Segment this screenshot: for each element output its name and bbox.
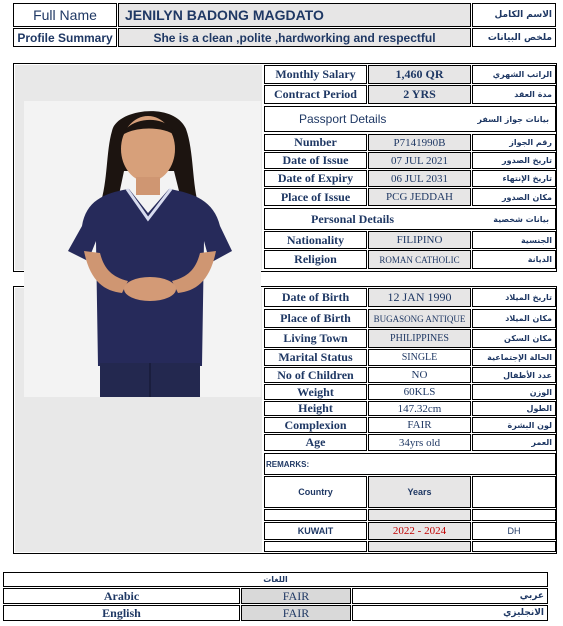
person-photo-icon	[24, 101, 261, 397]
remarks-label: REMARKS:	[264, 453, 556, 475]
contract-period-label: Contract Period	[264, 85, 367, 104]
age-label: Age	[264, 434, 367, 451]
marital-status-value: SINGLE	[368, 349, 471, 366]
remarks-footer-2	[368, 541, 471, 552]
religion-value: ROMAN CATHOLIC	[368, 250, 471, 269]
language-ar-arabic: عربي	[352, 588, 548, 604]
candidate-photo	[24, 101, 261, 397]
passport-number-label: Number	[264, 134, 367, 151]
remarks-footer-3	[472, 541, 556, 552]
passport-number-ar: رقم الجواز	[472, 134, 556, 151]
religion-ar: الديانة	[472, 250, 556, 269]
place-of-birth-label: Place of Birth	[264, 309, 367, 328]
full-name-ar: الاسم الكامل	[472, 3, 556, 27]
language-name-english: English	[3, 605, 240, 621]
language-level-arabic: FAIR	[241, 588, 351, 604]
children-label: No of Children	[264, 367, 367, 383]
personal-title-ar: بيانات شخصية	[493, 214, 549, 224]
date-of-expiry-label: Date of Expiry	[264, 170, 367, 187]
personal-title-row	[264, 208, 556, 230]
passport-title-ar: بيانات جواز السفر	[477, 114, 549, 124]
weight-ar: الوزن	[472, 384, 556, 400]
place-of-issue-label: Place of Issue	[264, 188, 367, 206]
nationality-label: Nationality	[264, 231, 367, 249]
nationality-value: FILIPINO	[368, 231, 471, 249]
nationality-ar: الجنسية	[472, 231, 556, 249]
date-of-birth-value: 12 JAN 1990	[368, 288, 471, 307]
height-value: 147.32cm	[368, 401, 471, 416]
languages-title: اللغات	[3, 572, 548, 587]
living-town-label: Living Town	[264, 329, 367, 348]
place-of-issue-ar: مكان الصدور	[472, 188, 556, 206]
monthly-salary-label: Monthly Salary	[264, 65, 367, 84]
date-of-expiry-ar: تاريخ الإنتهاء	[472, 170, 556, 187]
place-of-issue-value: PCG JEDDAH	[368, 188, 471, 206]
children-ar: عدد الأطفال	[472, 367, 556, 383]
marital-status-label: Marital Status	[264, 349, 367, 366]
height-ar: الطول	[472, 401, 556, 416]
date-of-issue-ar: تاريخ الصدور	[472, 152, 556, 169]
children-value: NO	[368, 367, 471, 383]
remarks-blank-row-2	[368, 509, 471, 521]
profile-summary-ar: ملخص البيانات	[472, 28, 556, 47]
remarks-country-value: KUWAIT	[264, 522, 367, 540]
complexion-label: Complexion	[264, 417, 367, 433]
passport-title: Passport Details	[299, 112, 387, 126]
remarks-footer-1	[264, 541, 367, 552]
place-of-birth-value: BUGASONG ANTIQUE	[368, 309, 471, 328]
monthly-salary-ar: الراتب الشهري	[472, 65, 556, 84]
contract-period-value: 2 YRS	[368, 85, 471, 104]
living-town-value: PHILIPPINES	[368, 329, 471, 348]
remarks-years-header: Years	[368, 476, 471, 508]
personal-title: Personal Details	[311, 211, 394, 226]
remarks-extra-header	[472, 476, 556, 508]
date-of-expiry-value: 06 JUL 2031	[368, 170, 471, 187]
full-name-label: Full Name	[13, 3, 117, 27]
height-label: Height	[264, 401, 367, 416]
date-of-issue-label: Date of Issue	[264, 152, 367, 169]
religion-label: Religion	[264, 250, 367, 269]
full-name-value: JENILYN BADONG MAGDATO	[118, 3, 471, 27]
date-of-issue-value: 07 JUL 2021	[368, 152, 471, 169]
place-of-birth-ar: مكان الميلاد	[472, 309, 556, 328]
age-value: 34yrs old	[368, 434, 471, 451]
remarks-job-value: DH	[472, 522, 556, 540]
marital-status-ar: الحالة الإجتماعية	[472, 349, 556, 366]
age-ar: العمر	[472, 434, 556, 451]
living-town-ar: مكان السكن	[472, 329, 556, 348]
remarks-country-header: Country	[264, 476, 367, 508]
remarks-years-value: 2022 - 2024	[368, 522, 471, 540]
date-of-birth-label: Date of Birth	[264, 288, 367, 307]
complexion-value: FAIR	[368, 417, 471, 433]
language-ar-english: الانجليزي	[352, 605, 548, 621]
language-name-arabic: Arabic	[3, 588, 240, 604]
profile-summary-value: She is a clean ,polite ,hardworking and respectful	[118, 28, 471, 47]
passport-number-value: P7141990B	[368, 134, 471, 151]
remarks-blank-row-1	[264, 509, 367, 521]
passport-title-row	[264, 106, 556, 132]
monthly-salary-value: 1,460 QR	[368, 65, 471, 84]
weight-value: 60KLS	[368, 384, 471, 400]
contract-period-ar: مدة العقد	[472, 85, 556, 104]
date-of-birth-ar: تاريخ الميلاد	[472, 288, 556, 307]
weight-label: Weight	[264, 384, 367, 400]
remarks-blank-row-3	[472, 509, 556, 521]
complexion-ar: لون البشرة	[472, 417, 556, 433]
language-level-english: FAIR	[241, 605, 351, 621]
profile-summary-label: Profile Summary	[13, 28, 117, 47]
